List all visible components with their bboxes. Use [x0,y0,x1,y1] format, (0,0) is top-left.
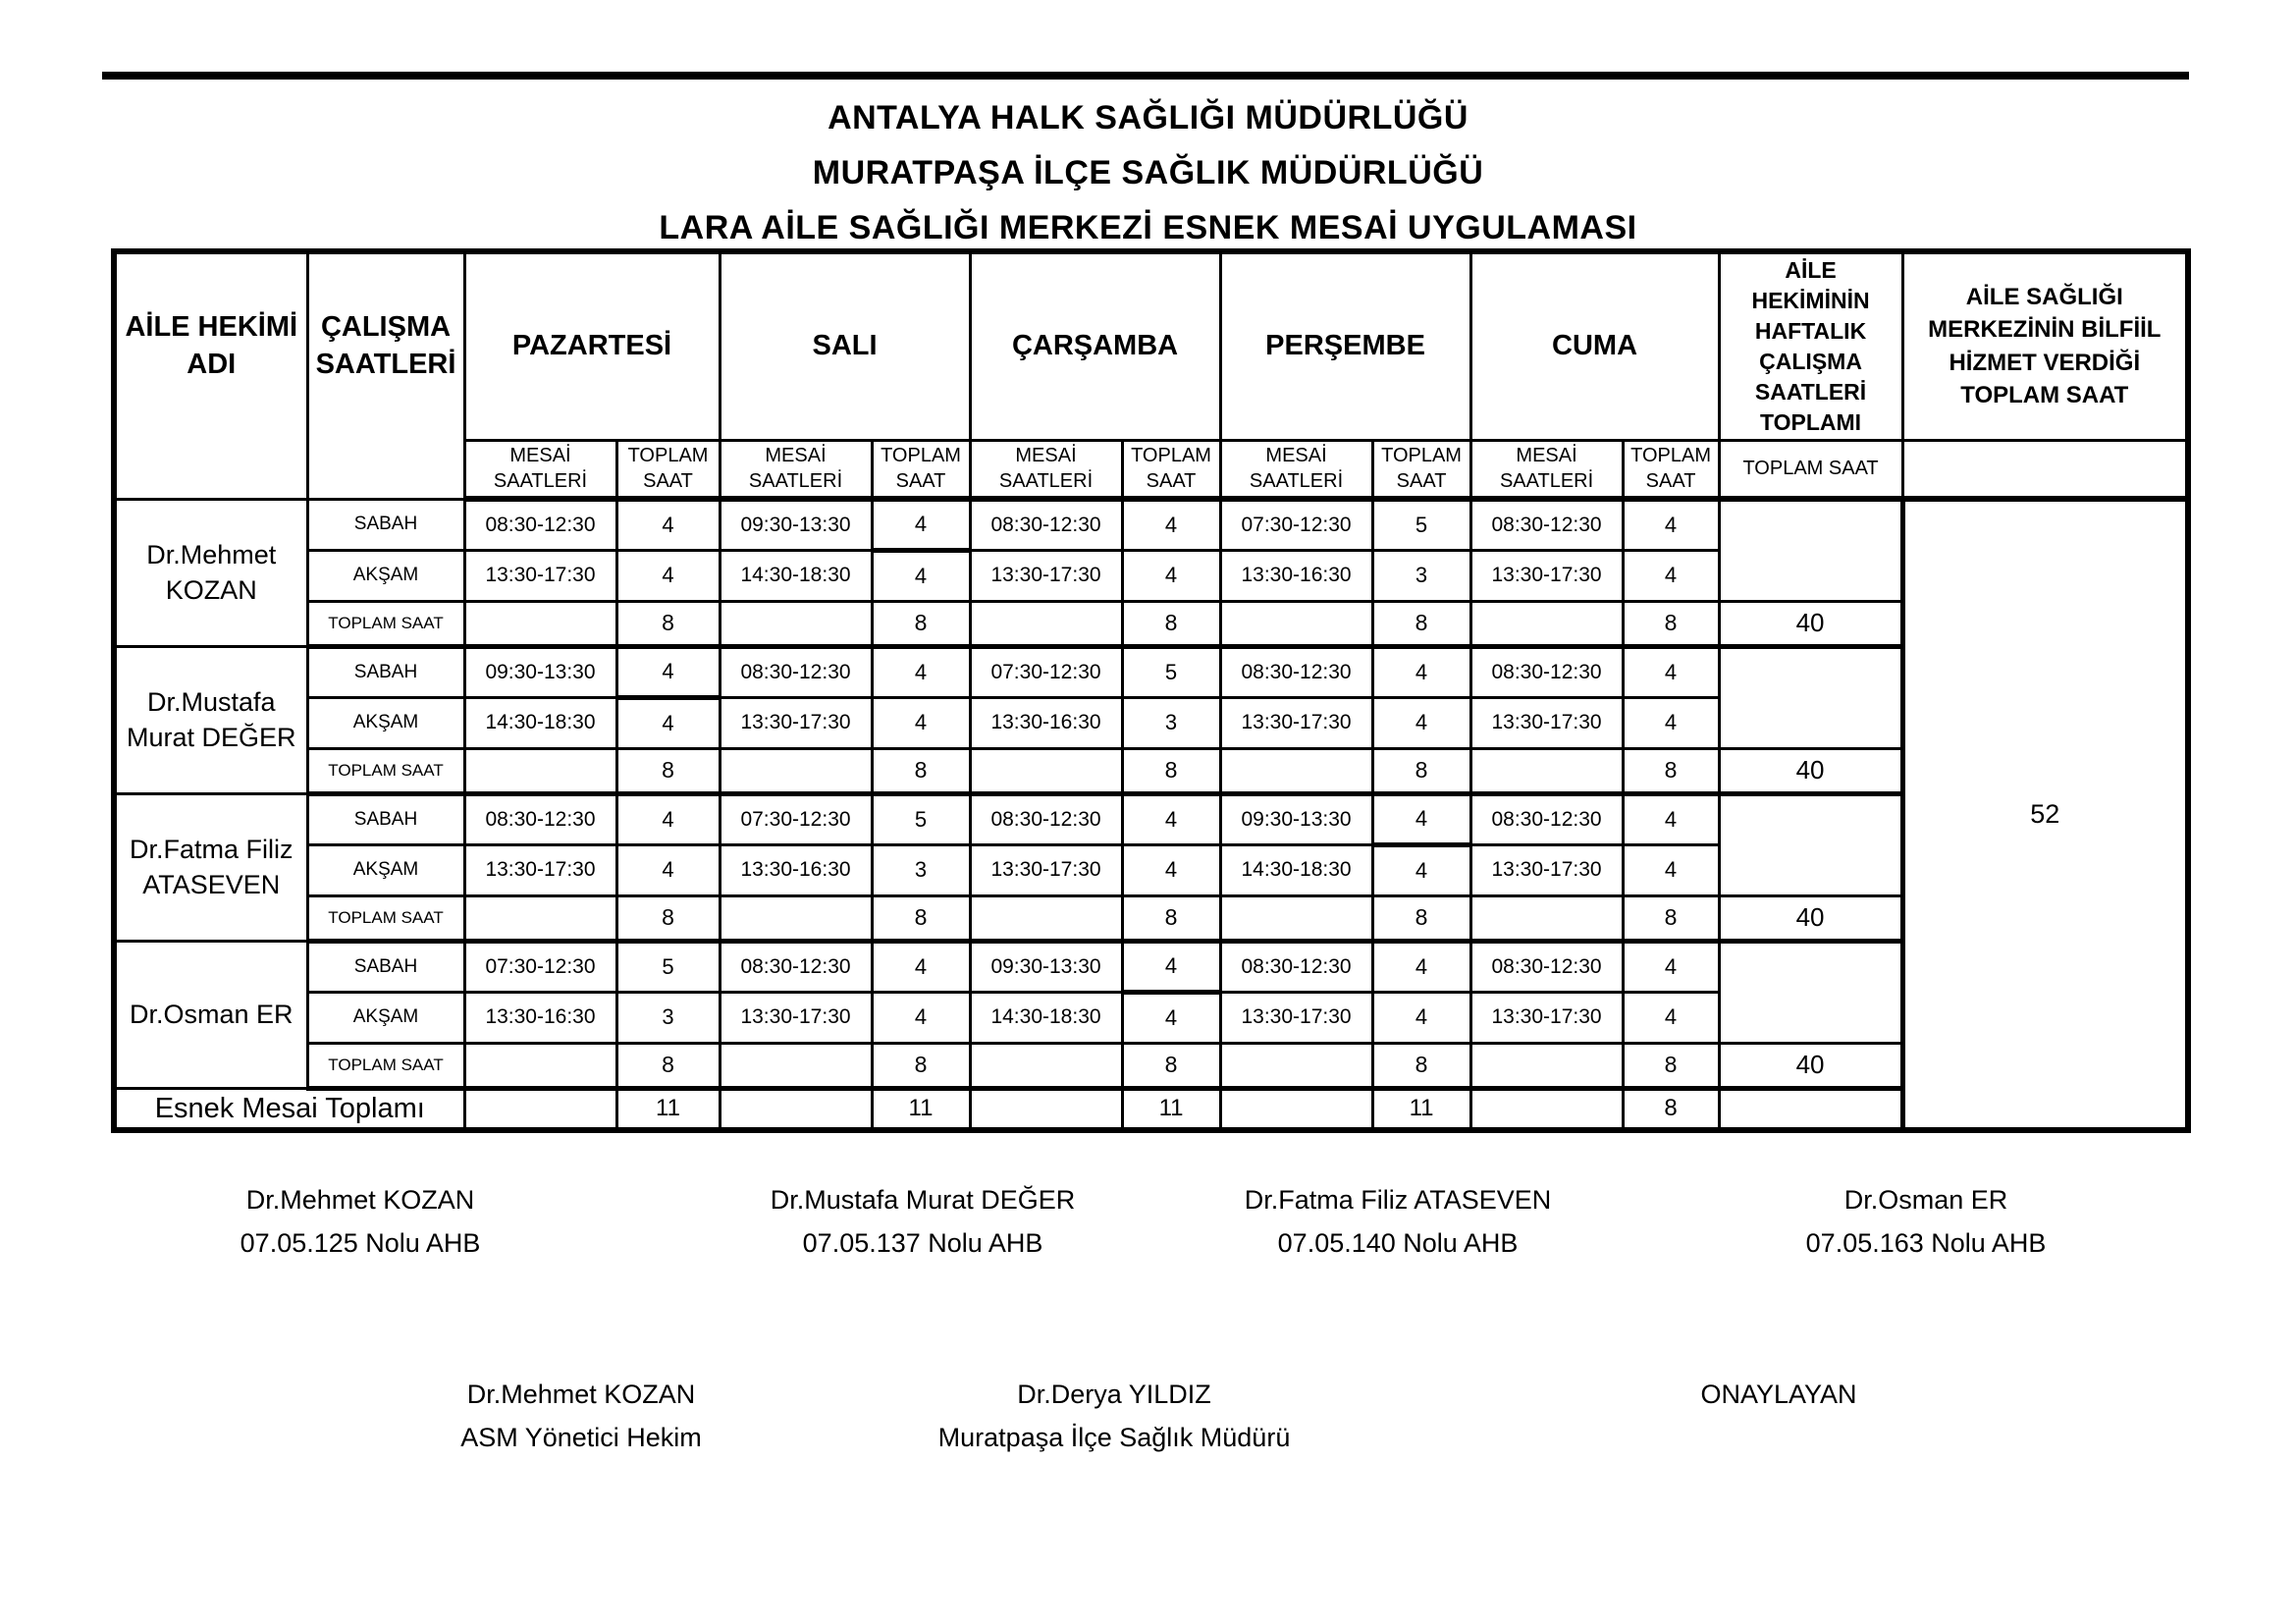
cell-hours: 4 [872,697,970,748]
cell-empty [720,601,872,646]
cell-time: 08:30-12:30 [1470,646,1623,697]
cell-hours: 4 [1623,499,1719,550]
cell-empty [1220,1088,1372,1130]
cell-hours: 4 [1623,844,1719,895]
cell-hours: 4 [872,499,970,550]
cell-empty [720,1088,872,1130]
signature-block [771,1178,1076,1265]
daily-total: 8 [872,748,970,793]
col-header-weekly-total: AİLE HEKİMİNİN HAFTALIK ÇALIŞMA SAATLERİ TOPLAMI [1719,251,1902,440]
subcol-mesai-friday: MESAİ SAATLERİ [1470,440,1623,499]
cell-time: 08:30-12:30 [720,941,872,992]
daily-total: 8 [1623,1043,1719,1088]
cell-time: 08:30-12:30 [464,793,616,844]
signature-detail: 07.05.140 Nolu AHB [1277,1228,1519,1258]
cell-empty [970,1088,1122,1130]
day-header-friday: CUMA [1470,251,1719,440]
weekly-empty [1719,941,1902,1043]
cell-time: 13:30-17:30 [720,697,872,748]
row-label-toplam: TOPLAM SAAT [307,748,464,793]
cell-time: 13:30-16:30 [970,697,1122,748]
row-label-sabah: SABAH [307,793,464,844]
subcol-toplam-monday: TOPLAM SAAT [616,440,720,499]
row-label-toplam: TOPLAM SAAT [307,895,464,941]
subcol-toplam-wednesday: TOPLAM SAAT [1122,440,1220,499]
daily-total: 8 [872,895,970,941]
subcol-center-empty [1902,440,2188,499]
daily-total: 8 [1623,895,1719,941]
cell-time: 07:30-12:30 [720,793,872,844]
esnek-total: 11 [872,1088,970,1130]
cell-empty [464,895,616,941]
cell-hours: 4 [1122,844,1220,895]
cell-time: 07:30-12:30 [1220,499,1372,550]
title-line-2: MURATPAŞA İLÇE SAĞLIK MÜDÜRLÜĞÜ [812,154,1484,191]
cell-hours: 4 [1623,941,1719,992]
doctor-name: Dr.Fatma Filiz ATASEVEN [114,793,307,941]
cell-time: 14:30-18:30 [720,550,872,601]
cell-empty [970,895,1122,941]
cell-hours: 4 [1122,992,1220,1043]
cell-time: 08:30-12:30 [1470,793,1623,844]
row-label-sabah: SABAH [307,646,464,697]
cell-empty [1470,601,1623,646]
cell-hours: 4 [1372,646,1470,697]
daily-total: 8 [616,601,720,646]
cell-time: 13:30-17:30 [1470,697,1623,748]
col-header-working-hours: ÇALIŞMA SAATLERİ [307,251,464,499]
subcol-mesai-monday: MESAİ SAATLERİ [464,440,616,499]
day-header-thursday: PERŞEMBE [1220,251,1470,440]
cell-time: 08:30-12:30 [970,793,1122,844]
cell-empty [464,748,616,793]
weekly-total: 40 [1719,1043,1902,1088]
cell-empty [464,1088,616,1130]
cell-empty [1220,1043,1372,1088]
cell-time: 13:30-17:30 [464,844,616,895]
weekly-total: 40 [1719,748,1902,793]
row-label-sabah: SABAH [307,499,464,550]
cell-empty [1220,748,1372,793]
esnek-total: 11 [616,1088,720,1130]
cell-hours: 3 [1122,697,1220,748]
cell-hours: 5 [872,793,970,844]
doctor-name: Dr.Mustafa Murat DEĞER [114,646,307,793]
cell-time: 13:30-17:30 [1470,992,1623,1043]
subcol-mesai-tuesday: MESAİ SAATLERİ [720,440,872,499]
signature-block [1245,1178,1552,1265]
center-total-value: 52 [1902,499,2188,1130]
cell-hours: 3 [872,844,970,895]
signature-block [240,1178,481,1265]
subcol-toplam-friday: TOPLAM SAAT [1623,440,1719,499]
doctor-name: Dr.Osman ER [114,941,307,1088]
cell-empty [970,601,1122,646]
daily-total: 8 [1122,1043,1220,1088]
cell-empty [1470,748,1623,793]
cell-hours: 5 [1372,499,1470,550]
row-label-toplam: TOPLAM SAAT [307,601,464,646]
daily-total: 8 [616,1043,720,1088]
signature-detail: 07.05.125 Nolu AHB [240,1228,481,1258]
cell-time: 13:30-17:30 [1220,697,1372,748]
document-header [0,90,2296,255]
cell-time: 14:30-18:30 [970,992,1122,1043]
cell-empty [1220,895,1372,941]
cell-time: 13:30-17:30 [464,550,616,601]
signature-detail: 07.05.163 Nolu AHB [1805,1228,2047,1258]
cell-hours: 5 [1122,646,1220,697]
cell-time: 07:30-12:30 [970,646,1122,697]
cell-time: 09:30-13:30 [720,499,872,550]
row-label-toplam: TOPLAM SAAT [307,1043,464,1088]
cell-hours: 4 [1623,992,1719,1043]
cell-empty [720,748,872,793]
signature-name: Dr.Fatma Filiz ATASEVEN [1244,1185,1552,1215]
cell-hours: 4 [1623,793,1719,844]
cell-hours: 4 [1122,550,1220,601]
col-header-doctor: AİLE HEKİMİ ADI [114,251,307,499]
esnek-total: 11 [1372,1088,1470,1130]
subcol-mesai-wednesday: MESAİ SAATLERİ [970,440,1122,499]
signature-block [1806,1178,2047,1265]
cell-hours: 4 [1372,941,1470,992]
cell-empty [464,1043,616,1088]
daily-total: 8 [1372,748,1470,793]
weekly-empty [1719,499,1902,601]
signature-detail: ASM Yönetici Hekim [460,1423,702,1452]
cell-time: 08:30-12:30 [970,499,1122,550]
cell-empty [970,1043,1122,1088]
signature-name: Dr.Osman ER [1843,1185,2008,1215]
signature-block [938,1373,1291,1459]
day-header-wednesday: ÇARŞAMBA [970,251,1220,440]
daily-total: 8 [872,601,970,646]
weekly-empty [1719,793,1902,895]
weekly-empty [1719,646,1902,748]
daily-total: 8 [1372,895,1470,941]
cell-time: 13:30-17:30 [1220,992,1372,1043]
title-line-1: ANTALYA HALK SAĞLIĞI MÜDÜRLÜĞÜ [828,99,1468,136]
weekly-empty [1719,1088,1902,1130]
schedule-table [111,248,2191,1133]
signature-name: Dr.Mehmet KOZAN [245,1185,475,1215]
col-header-center-total: AİLE SAĞLIĞI MERKEZİNİN BİLFİİL HİZMET VERDİĞİ TOPLAM SAAT [1902,251,2188,440]
cell-hours: 4 [616,793,720,844]
row-label-sabah: SABAH [307,941,464,992]
cell-hours: 4 [616,646,720,697]
daily-total: 8 [1372,601,1470,646]
cell-time: 08:30-12:30 [1220,941,1372,992]
cell-empty [1220,601,1372,646]
daily-total: 8 [1372,1043,1470,1088]
daily-total: 8 [1122,601,1220,646]
top-rule-line [102,72,2189,80]
cell-time: 13:30-16:30 [464,992,616,1043]
cell-time: 13:30-16:30 [1220,550,1372,601]
daily-total: 8 [1122,895,1220,941]
signature-block-approver [1700,1373,1856,1416]
cell-hours: 4 [1623,697,1719,748]
cell-hours: 4 [1122,793,1220,844]
daily-total: 8 [1623,748,1719,793]
cell-time: 08:30-12:30 [1220,646,1372,697]
cell-time: 08:30-12:30 [1470,941,1623,992]
signature-name: Dr.Derya YILDIZ [1017,1380,1211,1409]
cell-hours: 4 [1623,646,1719,697]
signature-detail: Muratpaşa İlçe Sağlık Müdürü [937,1423,1291,1452]
row-label-aksam: AKŞAM [307,992,464,1043]
cell-hours: 4 [872,646,970,697]
cell-empty [720,895,872,941]
subcol-weekly-toplam: TOPLAM SAAT [1719,440,1902,499]
cell-time: 07:30-12:30 [464,941,616,992]
cell-hours: 4 [616,550,720,601]
esnek-total: 8 [1623,1088,1719,1130]
cell-empty [1470,1088,1623,1130]
cell-time: 13:30-17:30 [1470,550,1623,601]
signature-name: Dr.Mustafa Murat DEĞER [770,1185,1076,1215]
row-label-aksam: AKŞAM [307,697,464,748]
subcol-toplam-thursday: TOPLAM SAAT [1372,440,1470,499]
doctor-name: Dr.Mehmet KOZAN [114,499,307,646]
weekly-total: 40 [1719,601,1902,646]
cell-time: 08:30-12:30 [1470,499,1623,550]
cell-empty [720,1043,872,1088]
cell-hours: 4 [1122,499,1220,550]
subcol-mesai-thursday: MESAİ SAATLERİ [1220,440,1372,499]
cell-hours: 4 [1372,844,1470,895]
signature-detail: 07.05.137 Nolu AHB [802,1228,1043,1258]
cell-empty [1470,895,1623,941]
cell-hours: 4 [872,550,970,601]
signature-name: Dr.Mehmet KOZAN [466,1380,696,1409]
cell-time: 09:30-13:30 [464,646,616,697]
cell-hours: 4 [616,697,720,748]
weekly-total: 40 [1719,895,1902,941]
cell-hours: 4 [616,499,720,550]
cell-hours: 4 [872,941,970,992]
cell-time: 09:30-13:30 [1220,793,1372,844]
esnek-total: 11 [1122,1088,1220,1130]
subcol-toplam-tuesday: TOPLAM SAAT [872,440,970,499]
cell-empty [1470,1043,1623,1088]
cell-hours: 4 [1372,793,1470,844]
cell-hours: 4 [1122,941,1220,992]
daily-total: 8 [1122,748,1220,793]
cell-time: 13:30-17:30 [970,550,1122,601]
cell-time: 09:30-13:30 [970,941,1122,992]
title-line-3: LARA AİLE SAĞLIĞI MERKEZİ ESNEK MESAİ UYGULAMASI [659,209,1637,246]
cell-hours: 3 [616,992,720,1043]
cell-time: 08:30-12:30 [720,646,872,697]
daily-total: 8 [872,1043,970,1088]
cell-time: 08:30-12:30 [464,499,616,550]
cell-time: 14:30-18:30 [464,697,616,748]
cell-hours: 5 [616,941,720,992]
cell-time: 13:30-16:30 [720,844,872,895]
cell-time: 13:30-17:30 [720,992,872,1043]
cell-time: 13:30-17:30 [1470,844,1623,895]
row-label-aksam: AKŞAM [307,844,464,895]
cell-hours: 4 [616,844,720,895]
cell-empty [464,601,616,646]
cell-time: 14:30-18:30 [1220,844,1372,895]
cell-hours: 4 [1623,550,1719,601]
cell-empty [970,748,1122,793]
day-header-monday: PAZARTESİ [464,251,720,440]
daily-total: 8 [616,895,720,941]
cell-hours: 4 [872,992,970,1043]
cell-time: 13:30-17:30 [970,844,1122,895]
cell-hours: 4 [1372,697,1470,748]
daily-total: 8 [1623,601,1719,646]
signature-name: ONAYLAYAN [1700,1380,1857,1409]
row-label-aksam: AKŞAM [307,550,464,601]
cell-hours: 4 [1372,992,1470,1043]
signature-block [460,1373,702,1459]
cell-hours: 3 [1372,550,1470,601]
daily-total: 8 [616,748,720,793]
day-header-tuesday: SALI [720,251,970,440]
esnek-row-label: Esnek Mesai Toplamı [114,1088,464,1130]
